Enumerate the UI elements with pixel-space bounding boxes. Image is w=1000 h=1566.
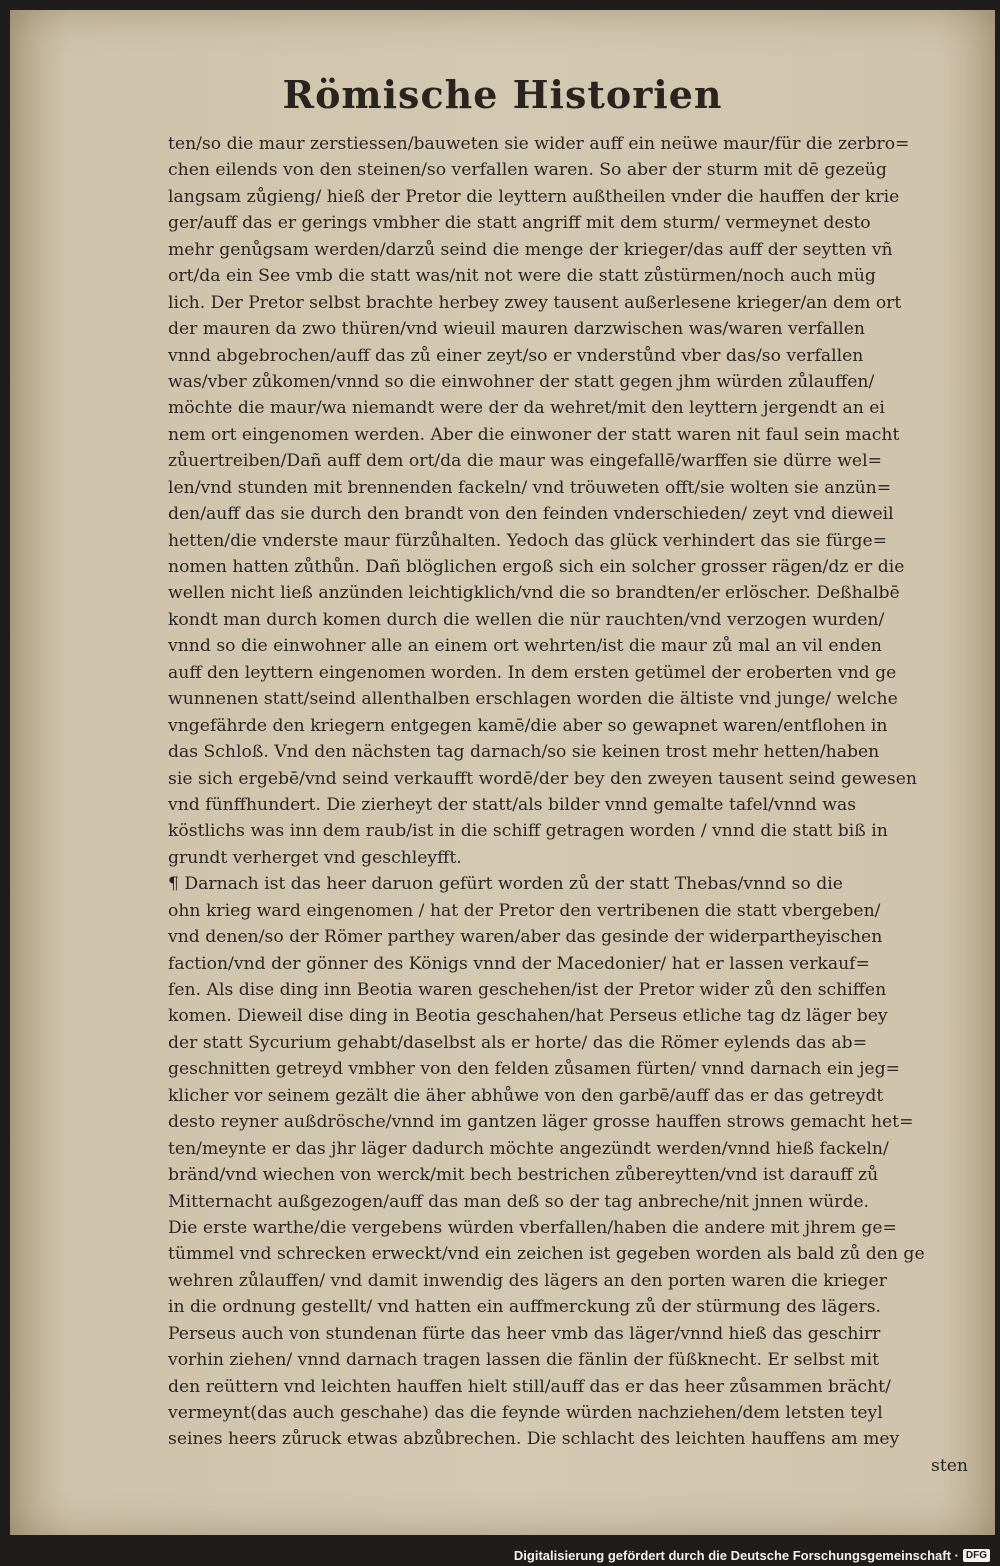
text-line: wunnenen statt/seind allenthalben erschlagen worden die ältiste vnd junge/ welche <box>168 689 898 710</box>
text-line: sie sich ergebē/vnd seind verkaufft wordē/der bey den zweyen tausent seind gewesen <box>168 768 917 789</box>
text-line: geschnitten getreyd vmbher von den felden zůsamen fürten/ vnnd darnach ein jeg= <box>168 1059 900 1080</box>
text-line: komen. Dieweil dise ding in Beotia geschahen/hat Perseus etliche tag dz läger bey <box>168 1006 888 1027</box>
text-line: ten/meynte er das jhr läger dadurch möchte angezündt werden/vnnd hieß fackeln/ <box>168 1138 889 1159</box>
text-line: vnd fünffhundert. Die zierheyt der statt/als bilder vnnd gemalte tafel/vnnd was <box>168 794 857 815</box>
funding-credit: Digitalisierung gefördert durch die Deutsche Forschungsgemeinschaft · <box>513 1548 959 1563</box>
catchword: sten <box>931 1455 968 1476</box>
footer-bar <box>0 1545 1000 1566</box>
text-line: bränd/vnd wiechen von werck/mit bech bestrichen zůbereytten/vnd ist darauff zů <box>168 1165 879 1186</box>
dfg-logo-icon: DFG <box>963 1549 990 1562</box>
text-line: chen eilends von den steinen/so verfallen waren. So aber der sturm mit dē gezeüg <box>168 160 887 181</box>
body-text <box>168 131 968 1479</box>
text-line: kondt man durch komen durch die wellen die nür rauchten/vnd verzogen wurden/ <box>168 609 885 630</box>
text-line: wellen nicht ließ anzünden leichtigklich/vnd die so brandten/er erlöscher. Deßhalbē <box>168 583 900 604</box>
text-line: faction/vnd der gönner des Königs vnnd der Macedonier/ hat er lassen verkauf= <box>168 953 870 974</box>
text-line: wehren zůlauffen/ vnd damit inwendig des lägers an den porten waren die krieger <box>168 1270 887 1291</box>
text-line: Mitternacht außgezogen/auff das man deß so der tag anbreche/nit jnnen würde. <box>168 1191 870 1212</box>
text-line: ger/auff das er gerings vmbher die statt angriff mit dem sturm/ vermeynet desto <box>168 213 871 234</box>
text-line: Perseus auch von stundenan fürte das heer vmb das läger/vnnd hieß das geschirr <box>168 1323 881 1344</box>
text-line: langsam zůgieng/ hieß der Pretor die leyttern außtheilen vnder die hauffen der krie <box>168 186 900 207</box>
book-page <box>10 10 995 1535</box>
text-line: fen. Als dise ding inn Beotia waren geschehen/ist der Pretor wider zů den schiffen <box>168 980 887 1000</box>
text-line: mehr genůgsam werden/darzů seind die menge der krieger/das auff der seytten vñ <box>168 239 893 260</box>
text-line: len/vnd stunden mit brennenden fackeln/ vnd tröuweten offt/sie wolten sie anzün= <box>168 477 892 498</box>
text-line: grundt verherget vnd geschleyfft. <box>168 847 462 868</box>
text-line: zůuertreiben/Dañ auff dem ort/da die maur was eingefallē/warffen sie dürre wel= <box>168 451 882 472</box>
text-line: der mauren da zwo thüren/vnd wieuil mauren darzwischen was/waren verfallen <box>168 319 866 340</box>
text-line: vnnd so die einwohner alle an einem ort wehrten/ist die maur zů mal an vil enden <box>168 636 882 657</box>
text-line: auff den leyttern eingenomen worden. In dem ersten getümel der eroberten vnd ge <box>168 662 897 683</box>
text-line: ten/so die maur zerstiessen/bauweten sie wider auff ein neüwe maur/für die zerbro= <box>168 134 910 154</box>
text-line: Die erste warthe/die vergebens würden vberfallen/haben die andere mit jhrem ge= <box>168 1217 897 1238</box>
text-line: nem ort eingenomen werden. Aber die einwoner der statt waren nit faul sein macht <box>168 424 900 445</box>
text-line: vngefährde den kriegern entgegen kamē/die aber so gewapnet waren/entflohen in <box>168 715 888 736</box>
text-line: in die ordnung gestellt/ vnd hatten ein auffmerckung zů der stürmung des lägers. <box>168 1297 882 1318</box>
running-title: Römische Historien <box>282 72 723 117</box>
text-line: klicher vor seinem gezält die äher abhůwe von den garbē/auff das er das getreydt <box>168 1085 884 1106</box>
text-line: seines heers zůruck etwas abzůbrechen. Die schlacht des leichten hauffens am mey <box>168 1429 900 1450</box>
text-line: ohn krieg ward eingenomen / hat der Pretor den vertribenen die statt vbergeben/ <box>168 900 881 921</box>
text-line: vorhin ziehen/ vnnd darnach tragen lassen die fänlin der füßknecht. Er selbst mit <box>168 1350 879 1371</box>
text-line: das Schloß. Vnd den nächsten tag darnach/so sie keinen trost mehr hetten/haben <box>168 742 880 763</box>
text-line: tümmel vnd schrecken erweckt/vnd ein zeichen ist gegeben worden als bald zů den ge <box>168 1244 925 1265</box>
text-line: ¶ Darnach ist das heer daruon gefürt worden zů der statt Thebas/vnnd so die <box>168 874 843 895</box>
text-line: möchte die maur/wa niemandt were der da wehret/mit den leyttern jergendt an ei <box>168 398 885 419</box>
text-line: den/auff das sie durch den brandt von den feinden vnderschieden/ zeyt vnd dieweil <box>168 504 894 525</box>
text-line: vnnd abgebrochen/auff das zů einer zeyt/so er vnderstůnd vber das/so verfallen <box>168 345 864 366</box>
text-line: hetten/die vnderste maur fürzůhalten. Yedoch das glück verhindert das sie fürge= <box>168 530 888 551</box>
text-line: nomen hatten zůthůn. Dañ blöglichen ergoß sich ein solcher grosser rägen/dz er die <box>168 557 905 577</box>
text-line: köstlichs was inn dem raub/ist in die schiff getragen worden / vnnd die statt biß in <box>168 821 888 842</box>
text-line: den reüttern vnd leichten hauffen hielt still/auff das er das heer zůsammen brächt/ <box>168 1376 891 1397</box>
text-line: vermeynt(das auch geschahe) das die feynde würden nachziehen/dem letsten teyl <box>168 1403 883 1423</box>
text-line: lich. Der Pretor selbst brachte herbey zwey tausent außerlesene krieger/an dem ort <box>168 292 902 313</box>
text-line: vnd denen/so der Römer parthey waren/aber das gesinde der widerpartheyischen <box>168 927 883 948</box>
text-line: desto reyner außdrösche/vnnd im gantzen läger grosse hauffen strows gemacht het= <box>168 1112 914 1133</box>
text-line: ort/da ein See vmb die statt was/nit not were die statt zůstürmen/noch auch müg <box>168 266 876 287</box>
text-line: was/vber zůkomen/vnnd so die einwohner der statt gegen jhm würden zůlauffen/ <box>168 371 875 392</box>
text-line: der statt Sycurium gehabt/daselbst als er horte/ das die Römer eylends das ab= <box>168 1032 867 1053</box>
